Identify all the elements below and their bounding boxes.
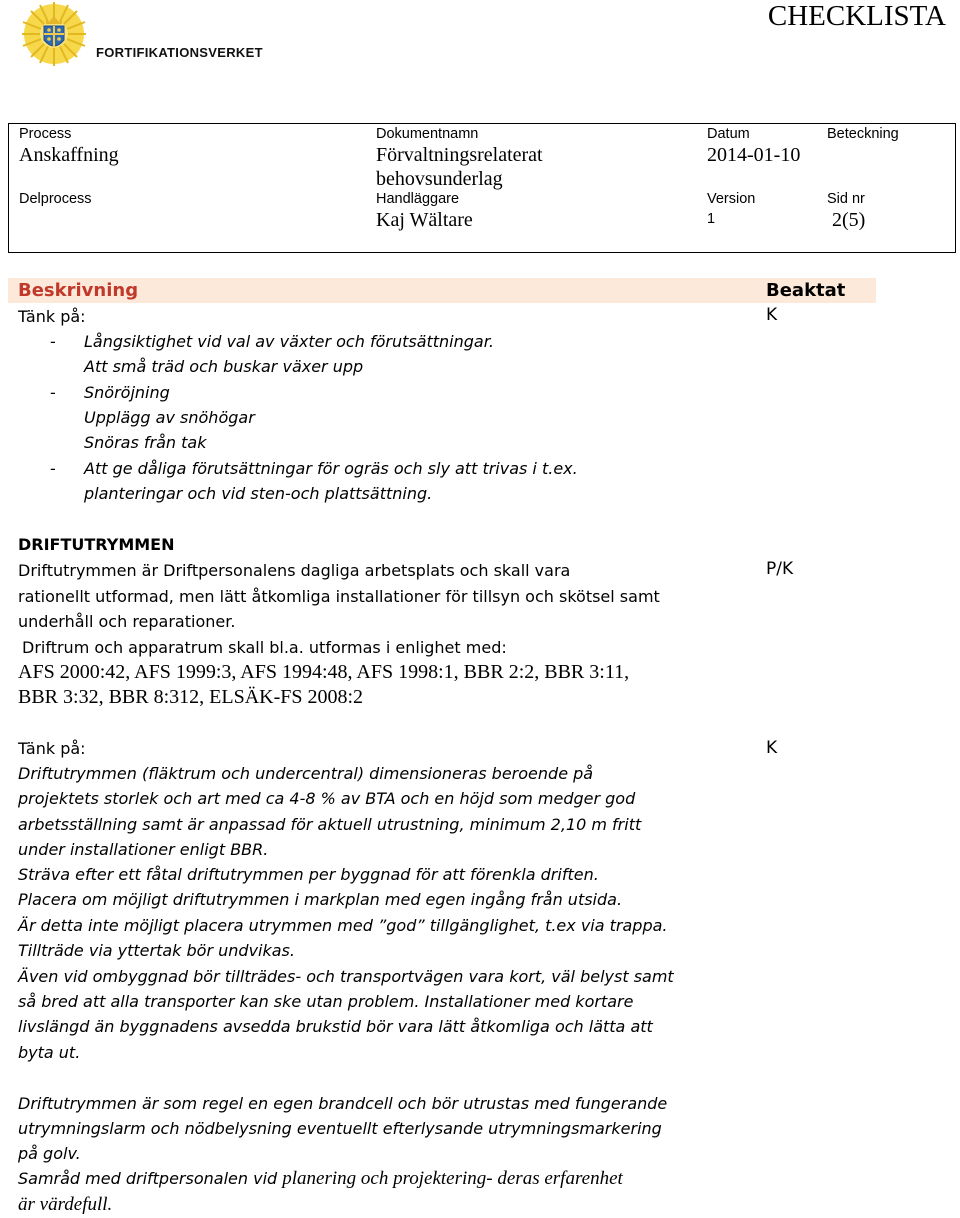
section1-line: Att små träd och buskar växer upp bbox=[84, 357, 364, 376]
considered-column-header: Beaktat bbox=[766, 280, 846, 301]
section4-line: utrymningslarm och nödbelysning eventuellt efterlysande utrymningsmarkering bbox=[18, 1119, 662, 1138]
section4-line: Driftutrymmen är som regel en egen brandcell och bör utrustas med fungerande bbox=[18, 1094, 668, 1113]
designation-label: Beteckning bbox=[827, 126, 899, 142]
bullet-dash: - bbox=[50, 383, 56, 402]
version-label: Version bbox=[707, 191, 756, 207]
section2-considered-mark: P/K bbox=[766, 559, 794, 579]
section2-paragraph-line: Driftutrymmen är Driftpersonalens dagliga arbetsplats och skall vara bbox=[18, 561, 571, 580]
section2-heading: DRIFTUTRYMMEN bbox=[18, 535, 175, 554]
description-column-header: Beskrivning bbox=[18, 280, 139, 301]
section2-paragraph-line: Driftrum och apparatrum skall bl.a. utformas i enlighet med: bbox=[22, 638, 507, 657]
section3-line: under installationer enligt BBR. bbox=[18, 840, 269, 859]
section3-line: projektets storlek och art med ca 4-8 % av BTA och en höjd som medger god bbox=[18, 789, 636, 808]
section4-final-line bbox=[18, 1166, 623, 1192]
page-number-value: 2(5) bbox=[832, 209, 866, 231]
section1-line: Att ge dåliga förutsättningar för ogräs och sly att trivas i t.ex. bbox=[84, 459, 578, 478]
date-label: Datum bbox=[707, 126, 750, 142]
section3-line: Även vid ombyggnad bör tillträdes- och transportvägen vara kort, väl belyst samt bbox=[18, 967, 674, 986]
section3-line: Placera om möjligt driftutrymmen i markplan med egen ingång från utsida. bbox=[18, 890, 623, 909]
section3-line: byta ut. bbox=[18, 1043, 81, 1062]
handler-label: Handläggare bbox=[376, 191, 460, 207]
document-info-table bbox=[8, 123, 956, 253]
subprocess-label: Delprocess bbox=[19, 191, 92, 207]
document-type-title: CHECKLISTA bbox=[767, 0, 946, 32]
section1-considered-mark: K bbox=[766, 305, 778, 325]
org-name: FORTIFIKATIONSVERKET bbox=[96, 45, 263, 60]
document-name-label: Dokumentnamn bbox=[376, 126, 479, 142]
fortifikationsverket-emblem bbox=[18, 0, 90, 72]
section1-line: Upplägg av snöhögar bbox=[84, 408, 255, 427]
section3-think-label: Tänk på: bbox=[18, 739, 86, 758]
process-value: Anskaffning bbox=[19, 144, 119, 166]
section3-line: Driftutrymmen (fläktrum och undercentral) dimensioneras beroende på bbox=[18, 764, 594, 783]
section3-line: arbetsställning samt är anpassad för aktuell utrustning, minimum 2,10 m fritt bbox=[18, 815, 642, 834]
section1-line: Långsiktighet vid val av växter och förutsättningar. bbox=[84, 332, 494, 351]
section3-line: Är detta inte möjligt placera utrymmen med ”god” tillgänglighet, t.ex via trappa. bbox=[18, 916, 668, 935]
document-name-value-line1: Förvaltningsrelaterat bbox=[376, 144, 543, 166]
section3-line: så bred att alla transporter kan ske utan problem. Installationer med kortare bbox=[18, 992, 634, 1011]
bullet-dash: - bbox=[50, 332, 56, 351]
section2-regulation-refs: AFS 2000:42, AFS 1999:3, AFS 1994:48, AFS 1998:1, BBR 2:2, BBR 3:11, bbox=[18, 661, 630, 683]
section3-line: livslängd än byggnadens avsedda brukstid bör vara lätt åtkomliga och lätta att bbox=[18, 1017, 653, 1036]
bullet-dash: - bbox=[50, 459, 56, 478]
handler-value: Kaj Wältare bbox=[376, 209, 473, 231]
page-number-label: Sid nr bbox=[827, 191, 865, 207]
section3-line: Sträva efter ett fåtal driftutrymmen per byggnad för att förenkla driften. bbox=[18, 865, 599, 884]
section4-final-sans: Samråd med driftpersonalen vid bbox=[18, 1169, 283, 1188]
section3-considered-mark: K bbox=[766, 738, 778, 758]
document-name-value-line2: behovsunderlag bbox=[376, 168, 503, 190]
section4-final-serif: planering och projektering- deras erfarenhet bbox=[282, 1168, 623, 1189]
section1-line: Snöröjning bbox=[84, 383, 170, 402]
version-value: 1 bbox=[707, 211, 716, 227]
section4-line: på golv. bbox=[18, 1144, 81, 1163]
section1-line: planteringar och vid sten-och plattsättning. bbox=[84, 484, 433, 503]
section2-paragraph-line: rationellt utformad, men lätt åtkomliga installationer för tillsyn och skötsel samt bbox=[18, 587, 660, 606]
section3-line: Tillträde via yttertak bör undvikas. bbox=[18, 941, 295, 960]
section2-regulation-refs: BBR 3:32, BBR 8:312, ELSÄK-FS 2008:2 bbox=[18, 686, 364, 708]
section4-final-line2: är värdefull. bbox=[18, 1194, 113, 1215]
date-value: 2014-01-10 bbox=[707, 144, 801, 166]
section2-paragraph-line: underhåll och reparationer. bbox=[18, 612, 236, 631]
process-label: Process bbox=[19, 126, 72, 142]
column-header-bar bbox=[8, 278, 876, 303]
section1-think-label: Tänk på: bbox=[18, 307, 86, 326]
section1-line: Snöras från tak bbox=[84, 433, 207, 452]
